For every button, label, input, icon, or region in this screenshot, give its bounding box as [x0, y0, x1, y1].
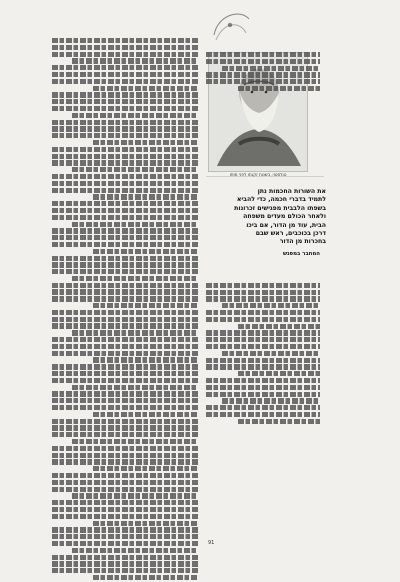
body-text-line	[52, 106, 198, 111]
body-text-line	[52, 262, 198, 267]
body-text-line	[72, 548, 198, 553]
body-text-line	[52, 351, 198, 356]
body-text-line	[52, 568, 198, 573]
body-text-line	[72, 385, 198, 390]
body-text-line	[93, 86, 198, 91]
body-text-line	[72, 330, 198, 335]
body-text-line	[93, 412, 198, 417]
body-text-line	[93, 466, 198, 471]
body-text-line	[206, 317, 320, 322]
body-text-line	[206, 337, 320, 342]
body-text-line	[52, 296, 198, 301]
section-title: המחבר במפגש	[283, 251, 320, 257]
body-text-line	[52, 52, 198, 57]
body-text-line	[52, 364, 198, 369]
body-text-line	[52, 453, 198, 458]
body-text-line	[52, 425, 198, 430]
body-text-line	[206, 358, 320, 363]
body-text-line	[52, 514, 198, 519]
body-text-line	[52, 323, 198, 328]
body-text-line	[52, 310, 198, 315]
body-text-line	[52, 337, 198, 342]
body-text-line	[52, 480, 198, 485]
body-text-line	[52, 459, 198, 464]
body-text-line	[206, 296, 320, 301]
body-text-line	[52, 45, 198, 50]
body-text-line	[93, 575, 198, 580]
body-text-line	[222, 66, 320, 71]
body-text-line	[52, 344, 198, 349]
body-text-line	[206, 385, 320, 390]
body-text-line	[222, 351, 320, 356]
body-text-line	[52, 378, 198, 383]
body-text-line	[206, 405, 320, 410]
body-text-line	[52, 160, 198, 165]
quote-line: הבית, עוד מן הדור, אם ביכו	[246, 221, 326, 229]
quote-line: ולאחר הכולם מעדים משפחה	[243, 213, 326, 221]
school-seal	[206, 4, 254, 44]
body-text-line	[52, 188, 198, 193]
body-text-line	[52, 534, 198, 539]
body-text-line	[52, 133, 198, 138]
body-text-line	[52, 487, 198, 492]
body-text-line	[206, 392, 320, 397]
body-text-line	[52, 235, 198, 240]
body-text-line	[93, 249, 198, 254]
body-text-line	[52, 500, 198, 505]
body-text-line	[52, 92, 198, 97]
body-text-line	[52, 228, 198, 233]
body-text-line	[72, 439, 198, 444]
body-text-line	[52, 398, 198, 403]
body-text-line	[206, 79, 320, 84]
body-text-line	[52, 99, 198, 104]
body-text-line	[52, 527, 198, 532]
body-text-line	[206, 283, 320, 288]
quote-line: בשפתו הלבבית מפגישים זכרונות	[234, 204, 326, 212]
body-text-line	[52, 391, 198, 396]
body-text-line	[52, 371, 198, 376]
body-text-line	[52, 419, 198, 424]
body-text-line	[52, 147, 198, 152]
body-text-line	[93, 140, 198, 145]
body-text-line	[238, 324, 320, 329]
quote-line: דרכן בכוכבים, ראש שבם	[255, 230, 326, 238]
body-text-line	[238, 86, 320, 91]
page-number: 91	[208, 540, 215, 546]
body-text-line	[52, 242, 198, 247]
body-text-line	[72, 167, 198, 172]
body-text-line	[222, 303, 320, 308]
body-text-line	[52, 256, 198, 261]
body-text-line	[206, 59, 320, 64]
body-text-line	[93, 357, 198, 362]
body-text-line	[206, 364, 320, 369]
body-text-line	[72, 276, 198, 281]
body-text-line	[238, 419, 320, 424]
body-text-line	[52, 432, 198, 437]
body-text-line	[72, 113, 198, 118]
body-text-line	[52, 317, 198, 322]
body-text-line	[52, 541, 198, 546]
body-text-line	[206, 330, 320, 335]
body-text-line	[52, 507, 198, 512]
body-text-line	[206, 344, 320, 349]
body-text-line	[52, 269, 198, 274]
body-text-line	[93, 194, 198, 199]
photo-caption: טולסטוי, בשנות זקנתו לפני מותו	[229, 172, 287, 177]
body-text-line	[52, 65, 198, 70]
body-text-line	[206, 290, 320, 295]
body-text-line	[93, 303, 198, 308]
body-text-line	[52, 120, 198, 125]
body-text-line	[52, 208, 198, 213]
body-text-line	[52, 154, 198, 159]
body-text-line	[206, 378, 320, 383]
body-text-line	[72, 58, 198, 63]
body-text-line	[206, 412, 320, 417]
body-text-line	[52, 79, 198, 84]
body-text-line	[72, 493, 198, 498]
body-text-line	[52, 283, 198, 288]
body-text-line	[52, 72, 198, 77]
body-text-line	[52, 215, 198, 220]
left-text-column	[52, 38, 198, 582]
quote-line: את השורות החכמות נתן	[257, 188, 326, 195]
body-text-line	[52, 201, 198, 206]
body-text-line	[206, 72, 320, 77]
body-text-line	[52, 405, 198, 410]
body-text-line	[52, 38, 198, 43]
body-text-line	[52, 289, 198, 294]
body-text-line	[52, 473, 198, 478]
body-text-line	[238, 371, 320, 376]
body-text-line	[52, 555, 198, 560]
body-text-line	[52, 446, 198, 451]
body-text-line	[52, 174, 198, 179]
body-text-line	[52, 181, 198, 186]
body-text-line	[222, 398, 320, 403]
quote-line: בחכרות מן הדור	[279, 238, 326, 246]
right-text-column	[206, 52, 320, 426]
quote-line: לתמיד בדברי חכמה, כדי להביא	[236, 196, 326, 204]
body-text-line	[93, 521, 198, 526]
body-text-line	[206, 310, 320, 315]
body-text-line	[206, 52, 320, 57]
body-text-line	[72, 222, 198, 227]
body-text-line	[52, 126, 198, 131]
